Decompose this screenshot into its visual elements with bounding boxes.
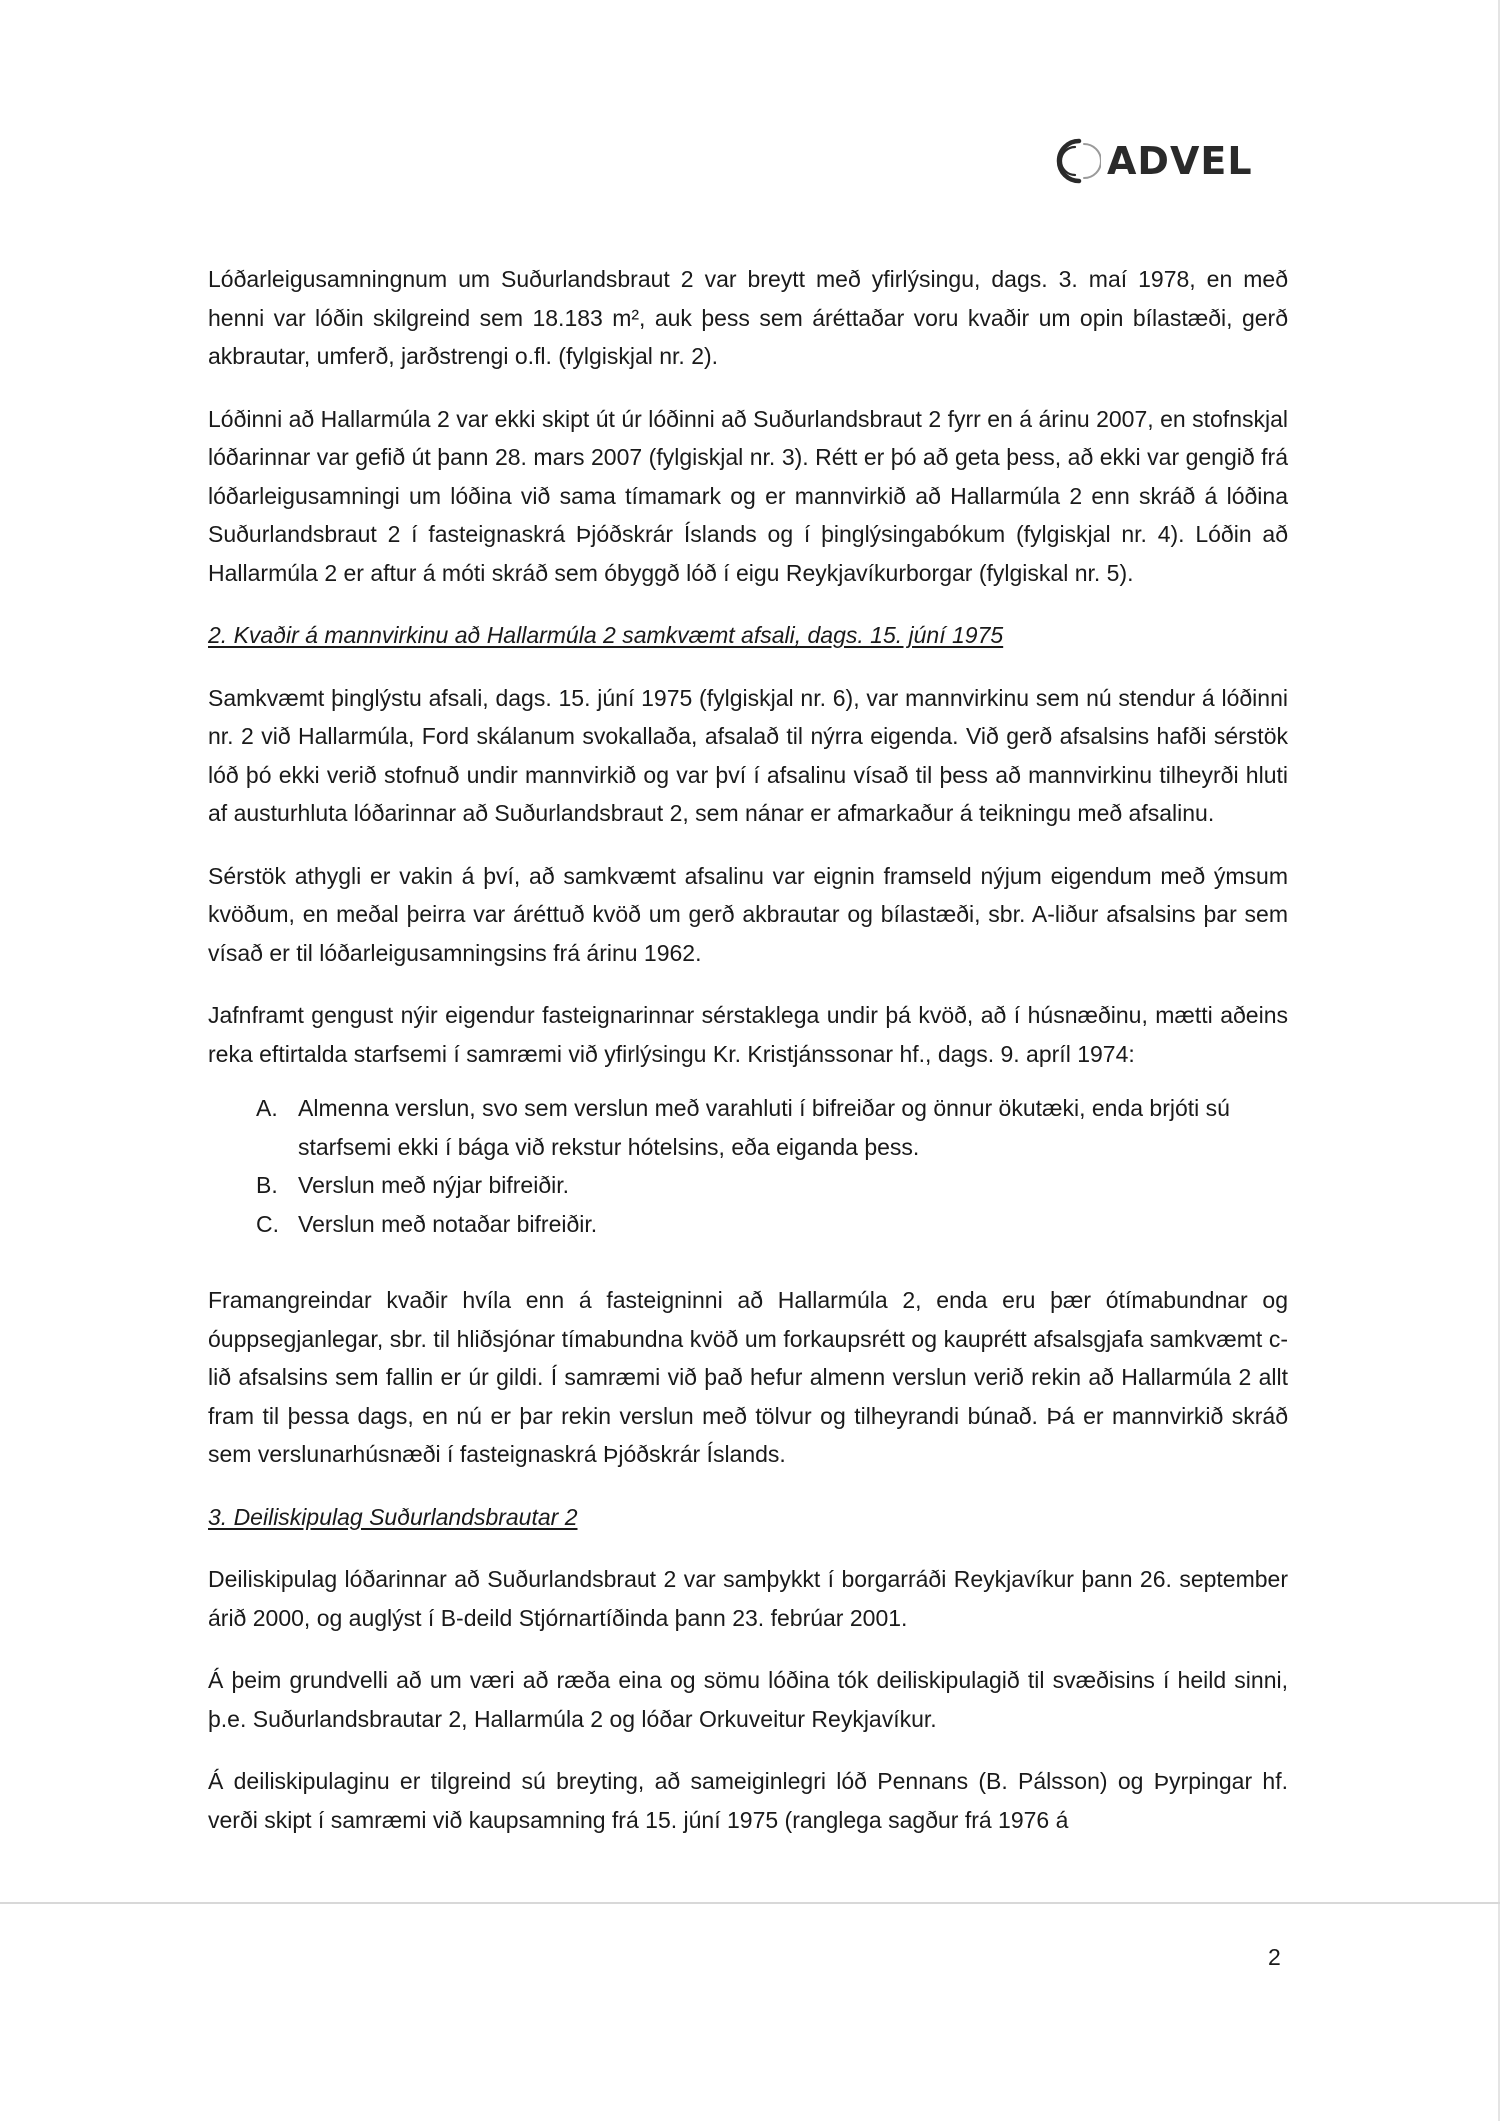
paragraph: Framangreindar kvaðir hvíla enn á fasteigninni að Hallarmúla 2, enda eru þær ótímabundnar og óuppsegjanlegar, sbr. til hliðsjónar tímabundna kvöð um forkaupsrétt og kauprétt afsalsgjafa samkvæmt c-lið afsalsins sem fallin er úr gildi. Í samræmi við það hefur almenn verslun verið rekin að Hallarmúla 2 allt fram til þessa dags, en nú er þar rekin verslun með tölvur og tilheyrandi búnað. Þá er mannvirkið skráð sem verslunarhúsnæði í fasteignaskrá Þjóðskrár Íslands.	[208, 1287, 1288, 1467]
logo-text: ADVEL	[1107, 139, 1253, 183]
list-marker: A.	[256, 1095, 278, 1121]
list-item	[208, 1089, 1288, 1166]
document-body	[208, 260, 1288, 1863]
advel-logo-icon	[1055, 136, 1101, 186]
conditions-list	[208, 1089, 1288, 1243]
list-item-text: Almenna verslun, svo sem verslun með varahluti í bifreiðar og önnur ökutæki, enda brjóti sú starfsemi ekki í bága við rekstur hótelsins, eða eiganda þess.	[298, 1095, 1230, 1160]
paragraph: Á þeim grundvelli að um væri að ræða eina og sömu lóðina tók deiliskipulagið til svæðisins í heild sinni, þ.e. Suðurlandsbrautar 2, Hallarmúla 2 og lóðar Orkuveitur Reykjavíkur.	[208, 1667, 1288, 1732]
paragraph: Á deiliskipulaginu er tilgreind sú breyting, að sameiginlegri lóð Pennans (B. Pálsson) og Þyrpingar hf. verði skipt í samræmi við kaupsamning frá 15. júní 1975 (ranglega sagður frá 1976 á	[208, 1768, 1288, 1833]
section-heading: 2. Kvaðir á mannvirkinu að Hallarmúla 2 samkvæmt afsali, dags. 15. júní 1975	[208, 622, 1004, 648]
paragraph: Sérstök athygli er vakin á því, að samkvæmt afsalinu var eignin framseld nýjum eigendum með ýmsum kvöðum, en meðal þeirra var áréttuð kvöð um gerð akbrautar og bílastæði, sbr. A-liður afsalsins þar sem vísað er til lóðarleigusamningsins frá árinu 1962.	[208, 862, 1288, 966]
list-marker: B.	[256, 1172, 278, 1198]
footer-divider	[0, 1902, 1500, 1904]
paragraph: Deiliskipulag lóðarinnar að Suðurlandsbraut 2 var samþykkt í borgarráði Reykjavíkur þann 26. september árið 2000, og auglýst í B-deild Stjórnartíðinda þann 23. febrúar 2001.	[208, 1566, 1288, 1631]
paragraph: Lóðinni að Hallarmúla 2 var ekki skipt út úr lóðinni að Suðurlandsbraut 2 fyrr en á árinu 2007, en stofnskjal lóðarinnar var gefið út þann 28. mars 2007 (fylgiskjal nr. 3). Rétt er þó að geta þess, að ekki var gengið frá lóðarleigusamningi um lóðina við sama tímamark og er mannvirkið að Hallarmúla 2 enn skráð á lóðina Suðurlandsbraut 2 í fasteignaskrá Þjóðskrár Íslands og í þinglýsingabókum (fylgiskjal nr. 4). Lóðin að Hallarmúla 2 er aftur á móti skráð sem óbyggð lóð í eigu Reykjavíkurborgar (fylgiskal nr. 5).	[208, 405, 1288, 586]
list-marker: C.	[256, 1210, 279, 1237]
list-item	[208, 1166, 1288, 1205]
page-number: 2	[1268, 1944, 1281, 1970]
advel-logo	[1055, 136, 1253, 186]
paragraph: Lóðarleigusamningnum um Suðurlandsbraut 2 var breytt með yfirlýsingu, dags. 3. maí 1978, en með henni var lóðin skilgreind sem 18.183 m², auk þess sem áréttaðar voru kvaðir um opin bílastæði, gerð akbrautar, umferð, jarðstrengi o.fl. (fylgiskjal nr. 2).	[208, 266, 1288, 369]
section-heading: 3. Deiliskipulag Suðurlandsbrautar 2	[208, 1503, 578, 1530]
paragraph: Samkvæmt þinglýstu afsali, dags. 15. júní 1975 (fylgiskjal nr. 6), var mannvirkinu sem nú stendur á lóðinni nr. 2 við Hallarmúla, Ford skálanum svokallaða, afsalað til nýrra eigenda. Við gerð afsalsins hafði sérstök lóð þó ekki verið stofnuð undir mannvirkið og var því í afsalinu vísað til þess að mannvirkinu tilheyrði hluti af austurhluta lóðarinnar að Suðurlandsbraut 2, sem nánar er afmarkaður á teikningu með afsalinu.	[208, 684, 1288, 826]
list-item-text: Verslun með notaðar bifreiðir.	[298, 1210, 598, 1237]
list-item	[208, 1205, 1288, 1244]
list-item-text: Verslun með nýjar bifreiðir.	[298, 1172, 570, 1198]
paragraph: Jafnframt gengust nýir eigendur fasteignarinnar sérstaklega undir þá kvöð, að í húsnæðinu, mætti aðeins reka eftirtalda starfsemi í samræmi við yfirlýsingu Kr. Kristjánssonar hf., dags. 9. apríl 1974:	[208, 1002, 1288, 1067]
